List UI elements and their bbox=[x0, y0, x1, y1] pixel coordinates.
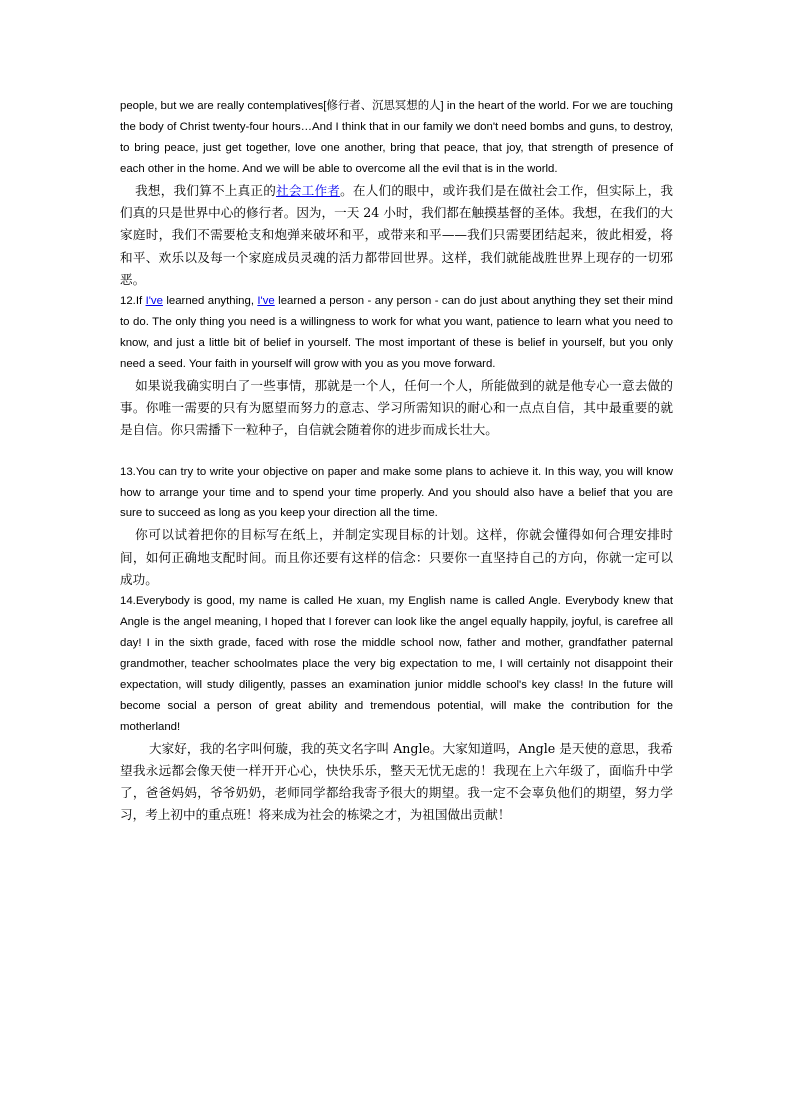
text-run: 我想，我们算不上真正的 bbox=[135, 182, 277, 198]
paragraph-13-chinese: 你可以试着把你的目标写在纸上，并制定实现目标的计划。这样，你就会懂得如何合理安排时间，如何正确地支配时间。而且你还要有这样的信念：只要你一直坚持自己的方向，你就一定可以成功。 bbox=[120, 527, 673, 587]
ive-link-2[interactable]: I've bbox=[257, 295, 275, 308]
ive-link-1[interactable]: I've bbox=[145, 295, 163, 308]
text-run: learned anything, bbox=[162, 295, 258, 308]
text-run: learned a person - any person - can do just about anything they set their mind to do. The only thing you need is a willingness to work for what you want, patience to learn what you need to know, and just a little bit of belief in yourself. The most important of these is belief in yourself, but you only need a seed. Your faith in yourself will grow with you as you move forward. bbox=[120, 295, 673, 370]
paragraph-12-chinese: 如果说我确实明白了一些事情，那就是一个人，任何一个人，所能做到的就是他专心一意去做的事。你唯一需要的只有为愿望而努力的意志、学习所需知识的耐心和一点点自信，其中最重要的就是自信。你只需播下一粒种子，自信就会随着你的进步而成长壮大。 bbox=[120, 377, 673, 438]
social-worker-link[interactable]: 社会工作者 bbox=[276, 182, 341, 198]
paragraph-11-chinese bbox=[120, 180, 673, 291]
document-page bbox=[120, 96, 673, 827]
paragraph-13-english: 13.You can try to write your objective on paper and make some plans to achieve it. In this way, you will know how to arrange your time and to spend your time properly. And you should also have a belief that you are sure to succeed as long as you keep your direction all the time. bbox=[120, 465, 673, 520]
text-run: 。在人们的眼中，或许我们是在做社会工作，但实际上，我们真的只是世界中心的修行者。因为，一天 24 小时，我们都在触摸基督的圣体。我想，在我们的大家庭时，我们不需要枪支和炮弹来破坏和平，或带来和平——我们只需要团结起来，彼此相爱，将和平、欢乐以及每一个家庭成员灵魂的活力都带回世界。这样，我们就能战胜世界上现存的一切邪恶。 bbox=[120, 182, 674, 287]
blank-line bbox=[120, 442, 673, 462]
text-run: 12.If bbox=[120, 295, 146, 308]
paragraph-11-english: people, but we are really contemplatives[修行者、沉思冥想的人] in the heart of the world. For we are touching the body of Christ twenty-four hours…And I think that in our family we don't need bombs and guns, to destroy, to bring peace, just get together, love one another, bring that peace, that joy, that strength of presence of each other in the home. And we will be able to overcome all the evil that is in the world. bbox=[120, 100, 673, 175]
paragraph-14-english: 14.Everybody is good, my name is called He xuan, my English name is called Angle. Everybody knew that Angle is the angel meaning, I hoped that I forever can look like the angel equally happily, joyful, is carefree all day! I in the sixth grade, faced with rose the middle school now, father and mother, grandfather paternal grandmother, teacher schoolmates place the very big expectation to me, I will certainly not disappoint their expectation, will study diligently, passes an examination junior middle school's key class! In the future will become social a person of great ability and tremendous potential, will make the contribution for the motherland! bbox=[120, 595, 673, 733]
paragraph-12-english bbox=[120, 291, 673, 375]
paragraph-14-chinese: 大家好，我的名字叫何璇，我的英文名字叫 Angle。大家知道吗，Angle 是天使的意思，我希望我永远都会像天使一样开开心心，快快乐乐，整天无忧无虑的！我现在上六年级了，面临升中学了，爸爸妈妈，爷爷奶奶，老师同学都给我寄予很大的期望。我一定不会辜负他们的期望，努力学习，考上初中的重点班！将来成为社会的栋梁之才，为祖国做出贡献！ bbox=[120, 740, 673, 823]
